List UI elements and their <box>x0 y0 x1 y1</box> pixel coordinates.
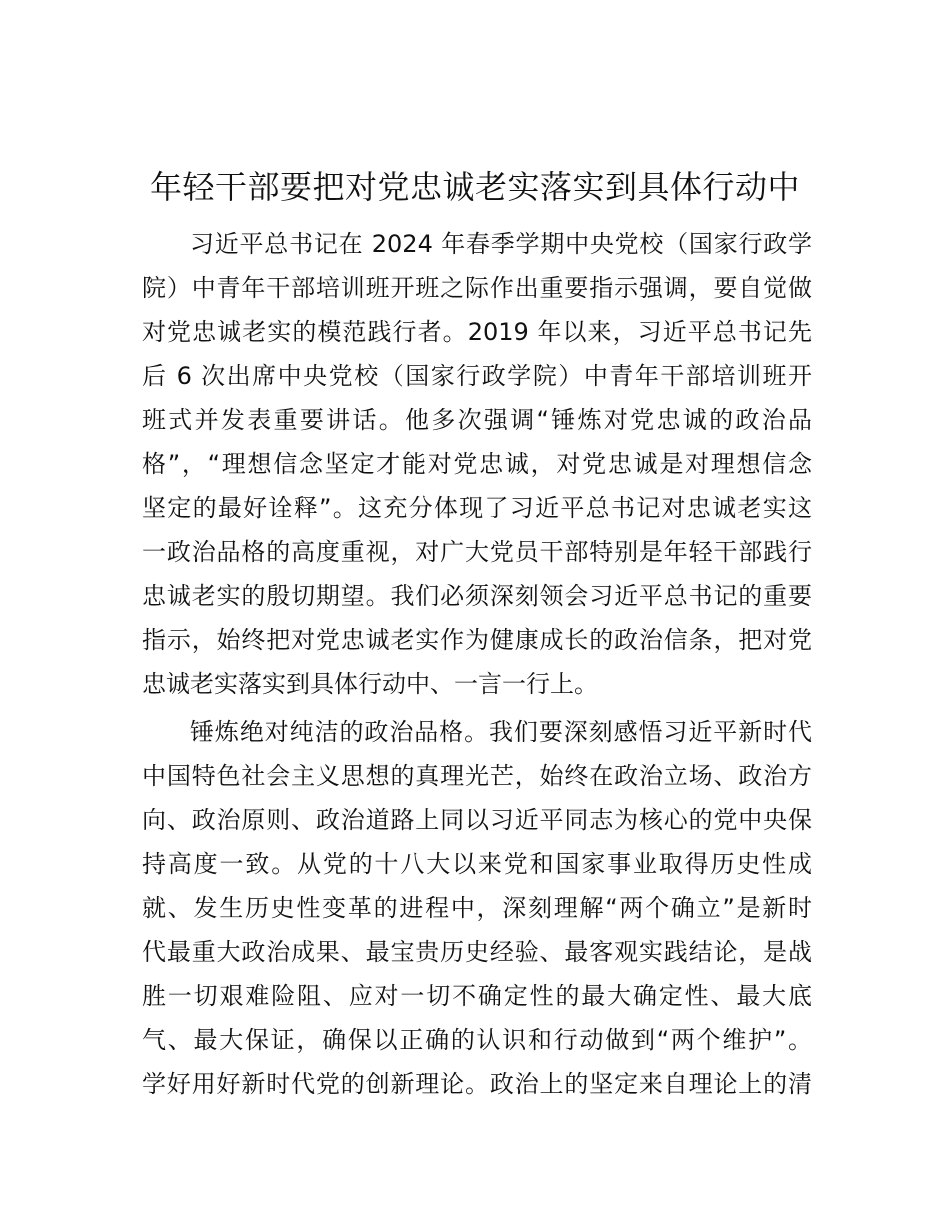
paragraph-intro <box>142 222 812 706</box>
page-title: 年轻干部要把对党忠诚老实落实到具体行动中 <box>149 168 800 206</box>
paragraph-line: 班式并发表重要讲话。他多次强调“锤炼对党忠诚的政治品 <box>142 406 812 434</box>
paragraph-line: 胜一切艰难险阻、应对一切不确定性的最大确定性、最大底 <box>142 982 812 1010</box>
paragraph-line: 对党忠诚老实的模范践行者。2019 年以来，习近平总书记先 <box>142 318 812 346</box>
paragraph-line: 气、最大保证，确保以正确的认识和行动做到“两个维护”。 <box>142 1026 812 1054</box>
paragraph-line: 学好用好新时代党的创新理论。政治上的坚定来自理论上的清 <box>142 1070 812 1098</box>
paragraph-line: 指示，始终把对党忠诚老实作为健康成长的政治信条，把对党 <box>142 626 812 654</box>
paragraph-line: 习近平总书记在 2024 年春季学期中央党校（国家行政学 <box>190 230 812 258</box>
paragraph-line: 坚定的最好诠释”。这充分体现了习近平总书记对忠诚老实这 <box>142 494 812 522</box>
paragraph-line: 锤炼绝对纯洁的政治品格。我们要深刻感悟习近平新时代 <box>190 718 812 746</box>
paragraph-line: 格”，“理想信念坚定才能对党忠诚，对党忠诚是对理想信念 <box>142 450 812 478</box>
paragraph-line: 中国特色社会主义思想的真理光芒，始终在政治立场、政治方 <box>142 762 812 790</box>
paragraph-line: 一政治品格的高度重视，对广大党员干部特别是年轻干部践行 <box>142 538 812 566</box>
paragraph-line: 向、政治原则、政治道路上同以习近平同志为核心的党中央保 <box>142 806 812 834</box>
paragraph-line: 后 6 次出席中央党校（国家行政学院）中青年干部培训班开 <box>142 362 812 390</box>
paragraph-political-character <box>142 710 812 1106</box>
paragraph-line: 就、发生历史性变革的进程中，深刻理解“两个确立”是新时 <box>142 894 812 922</box>
paragraph-line: 持高度一致。从党的十八大以来党和国家事业取得历史性成 <box>142 850 812 878</box>
paragraph-line: 代最重大政治成果、最宝贵历史经验、最客观实践结论，是战 <box>142 938 812 966</box>
paragraph-line: 忠诚老实落实到具体行动中、一言一行上。 <box>142 670 598 698</box>
paragraph-line: 院）中青年干部培训班开班之际作出重要指示强调，要自觉做 <box>142 274 812 302</box>
paragraph-line: 忠诚老实的殷切期望。我们必须深刻领会习近平总书记的重要 <box>142 582 812 610</box>
